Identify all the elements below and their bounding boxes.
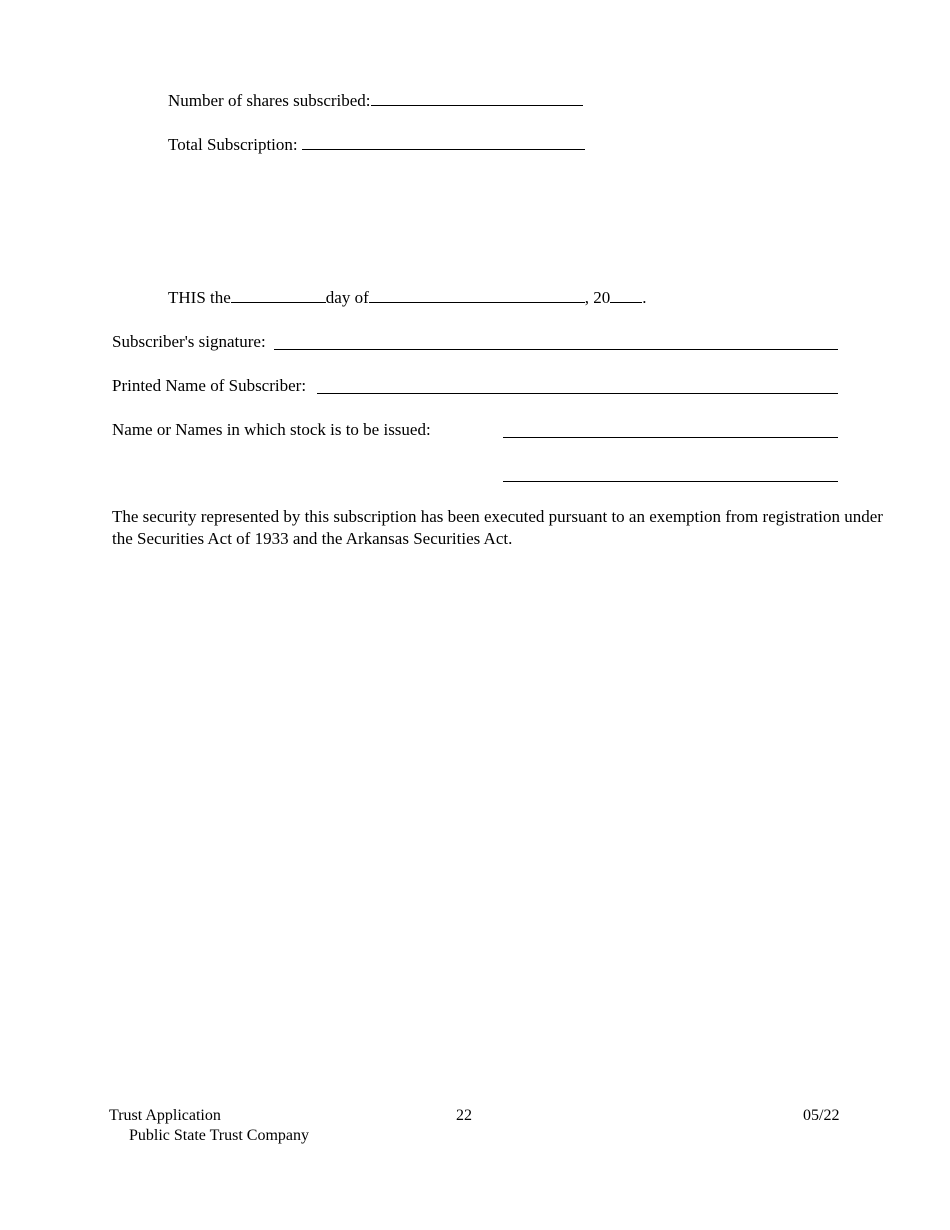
signature-blank[interactable] bbox=[274, 349, 838, 350]
shares-subscribed-label: Number of shares subscribed: bbox=[168, 91, 371, 110]
shares-subscribed-blank[interactable] bbox=[371, 91, 583, 106]
footer-version-date: 05/22 bbox=[803, 1107, 840, 1124]
total-subscription-field bbox=[168, 135, 585, 155]
total-subscription-label: Total Subscription: bbox=[168, 135, 298, 154]
footer-page-number: 22 bbox=[456, 1107, 472, 1124]
signature-field-label bbox=[112, 332, 266, 352]
signature-label: Subscriber's signature: bbox=[112, 332, 266, 351]
footer-doc-title: Trust Application bbox=[109, 1107, 221, 1124]
date-line bbox=[168, 288, 647, 308]
date-end: . bbox=[642, 288, 647, 307]
printed-name-field-label bbox=[112, 376, 306, 396]
issue-names-field-label bbox=[112, 420, 431, 440]
printed-name-blank[interactable] bbox=[317, 393, 838, 394]
printed-name-label: Printed Name of Subscriber: bbox=[112, 376, 307, 395]
year-prefix: , 20 bbox=[584, 288, 611, 307]
shares-subscribed-field bbox=[168, 91, 583, 111]
issue-names-blank-1[interactable] bbox=[503, 437, 838, 438]
day-blank[interactable] bbox=[231, 288, 326, 303]
issue-names-label: Name or Names in which stock is to be issued: bbox=[112, 420, 431, 439]
total-subscription-blank[interactable] bbox=[302, 135, 585, 150]
year-blank[interactable] bbox=[610, 288, 642, 303]
month-blank[interactable] bbox=[369, 288, 585, 303]
issue-names-blank-2[interactable] bbox=[503, 481, 838, 482]
day-of-label: day of bbox=[325, 288, 369, 307]
footer-company: Public State Trust Company bbox=[129, 1127, 310, 1144]
date-prefix: THIS the bbox=[168, 288, 231, 307]
securities-notice: The security represented by this subscription has been executed pursuant to an exemption from registration under the Securities Act of 1933 and the Arkansas Securities Act. bbox=[112, 507, 883, 548]
